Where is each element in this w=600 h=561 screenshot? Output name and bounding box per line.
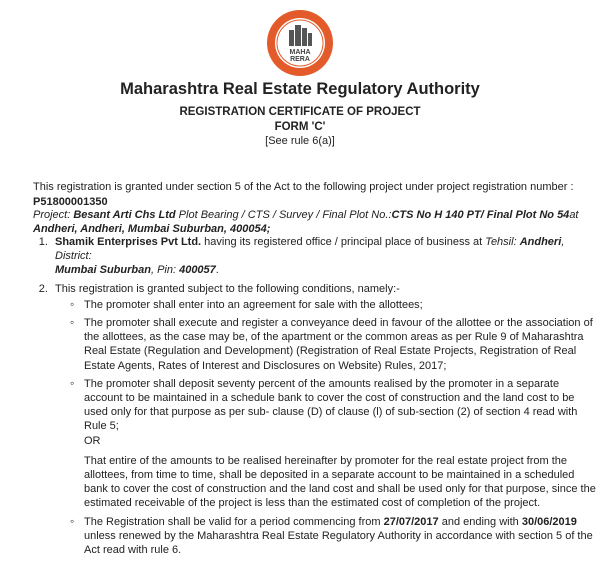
validity-text-b: and ending with bbox=[438, 515, 522, 528]
project-name: Besant Arti Chs Ltd bbox=[73, 209, 176, 221]
validity-text-a: The Registration shall be valid for a period commencing from bbox=[84, 515, 384, 528]
plot-number: CTS No H 140 PT/ Final Plot No 54 bbox=[391, 209, 570, 221]
promoter-end: . bbox=[215, 264, 219, 277]
intro-text: This registration is granted under section 5 of the Act to the following project under project registration number : bbox=[33, 181, 574, 193]
pin-label: , Pin: bbox=[150, 264, 180, 277]
maharera-seal-icon bbox=[265, 8, 335, 78]
validity-start-date: 27/07/2017 bbox=[383, 515, 439, 528]
validity-text-c: unless renewed by the Maharashtra Real Estate Regulatory Authority in accordance with section 5 of the Act read with rule 6. bbox=[84, 529, 593, 557]
logo-text-2: RERA bbox=[290, 56, 310, 63]
condition-deposit bbox=[72, 377, 596, 511]
project-details bbox=[33, 208, 593, 236]
deposit-text: The promoter shall deposit seventy percent of the amounts realised by the promoter in a separate account to be maintained in a schedule bank to cover the cost of construction and the land cost to be used only for that purpose as per sub- clause (D) of clause (l) of sub-section (2) of section 4 read with Rule 5; bbox=[84, 377, 578, 433]
authority-title: Maharashtra Real Estate Regulatory Authority bbox=[120, 80, 480, 98]
district-label: , District: bbox=[55, 236, 565, 263]
promoter-name: Shamik Enterprises Pvt Ltd. bbox=[55, 236, 202, 248]
district-value: Mumbai Suburban bbox=[55, 264, 151, 277]
conditions-list bbox=[33, 235, 596, 561]
certificate-title: REGISTRATION CERTIFICATE OF PROJECT bbox=[179, 106, 421, 118]
deposit-alt-text: That entire of the amounts to be realised hereinafter by promoter for the real estate project from the allottees, from time to time, shall be deposited in a separate account to be maintained in a scheduled bank to cover the cost of construction and the land cost and shall be used only for that purpose, since the estimated receivable of the project is less than the estimated cost of completion of the project. bbox=[84, 454, 596, 510]
address-lead: at bbox=[569, 209, 579, 221]
conditions-intro: This registration is granted subject to the following conditions, namely:- bbox=[55, 282, 400, 295]
condition-agreement: ◦ The promoter shall enter into an agreement for sale with the allottees; bbox=[72, 298, 596, 312]
condition-conveyance: ◦ The promoter shall execute and register a conveyance deed in favour of the allottee or the association of the allottees, as the case may be, of the apartment or the common areas as per Rule 9 of Maharashtra Real Estate (Regulation and Development) (Registration of Real Estate Projects, Registration of Real Estate Agents, Rates of Interest and Disclosures on Website) Rules, 2017; bbox=[72, 316, 596, 373]
form-title: FORM 'C' bbox=[274, 121, 326, 133]
tehsil-value: Andheri bbox=[519, 236, 562, 248]
registration-number: P51800001350 bbox=[33, 196, 108, 208]
list-item-promoter bbox=[51, 235, 596, 278]
validity-end-date: 30/06/2019 bbox=[521, 515, 577, 528]
logo-text: MAHA bbox=[289, 49, 311, 56]
pin-value: 400057 bbox=[179, 264, 216, 277]
project-label: Project: bbox=[33, 209, 74, 221]
or-text: OR bbox=[84, 434, 101, 447]
promoter-text: having its registered office / principal place of business at bbox=[201, 236, 486, 248]
conditions-sublist bbox=[55, 298, 596, 557]
tehsil-label: Tehsil: bbox=[485, 236, 520, 248]
rule-reference: [See rule 6(a)] bbox=[265, 135, 335, 147]
project-address: Andheri, Andheri, Mumbai Suburban, 400054; bbox=[33, 223, 271, 236]
list-item-conditions bbox=[51, 282, 596, 558]
plot-label: Plot Bearing / CTS / Survey / Final Plot No.: bbox=[175, 209, 392, 221]
condition-validity bbox=[72, 515, 596, 558]
